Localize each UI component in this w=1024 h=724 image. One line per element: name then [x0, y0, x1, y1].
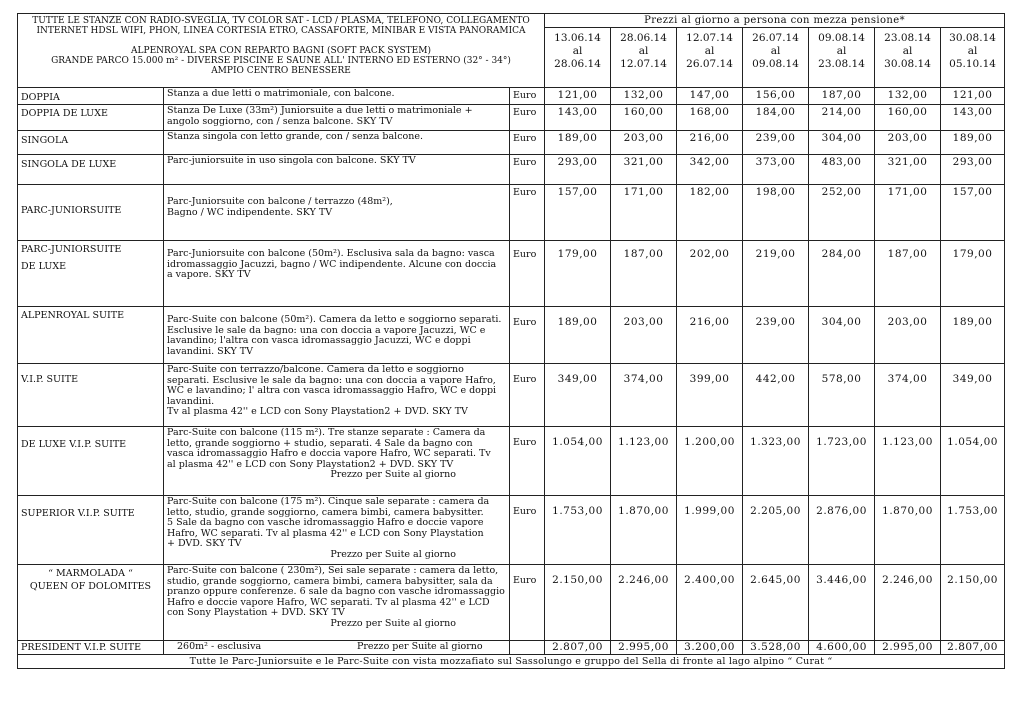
currency-label: Euro [510, 565, 545, 641]
price-cell: 293,00 [545, 155, 611, 185]
period-to: 23.08.14 [818, 58, 865, 70]
period-sep: al [967, 45, 978, 57]
price-cell: 2.400,00 [677, 565, 743, 641]
description-line: Parc-Juniorsuite con balcone (50m²). Esclusiva sala da bagno: vasca [167, 248, 495, 259]
price-cell: 2.876,00 [809, 496, 875, 565]
room-name-cell [18, 241, 164, 307]
description-line: 5 Sale da bagno con vasche idromassaggio Hafro e doccie vapore [167, 517, 484, 528]
price-cell: 121,00 [941, 88, 1005, 105]
description-line: Esclusive le sale da bagno: una con doccia a vapore Jacuzzi, WC e [167, 324, 486, 336]
price-cell: 374,00 [875, 364, 941, 427]
spa-line-2: GRANDE PARCO 15.000 m² - DIVERSE PISCINE E SAUNE ALL' INTERNO ED ESTERNO (32° - 34°) [51, 56, 511, 66]
description-line: a vapore. SKY TV [167, 269, 251, 280]
period-sep: al [638, 45, 649, 57]
period-from: 09.08.14 [818, 32, 865, 44]
description-line: pranzo oppure conferenze. 6 sale da bagno con vasche idromassaggio [167, 586, 505, 597]
description-line: Hafro, WC separati. Tv al plasma 42'' e LCD con Sony Playstation [167, 527, 484, 539]
president-description [164, 641, 510, 655]
price-cell: 2.205,00 [743, 496, 809, 565]
currency-label: Euro [510, 307, 545, 364]
price-cell: 3.446,00 [809, 565, 875, 641]
room-description [164, 364, 510, 427]
price-cell: 171,00 [611, 185, 677, 241]
price-per-suite-note: Prezzo per Suite al giorno [357, 641, 483, 652]
price-cell: 3.200,00 [677, 641, 743, 655]
price-cell: 349,00 [941, 364, 1005, 427]
price-cell: 1.200,00 [677, 427, 743, 496]
price-cell: 1.054,00 [545, 427, 611, 496]
period-sep: al [902, 45, 913, 57]
price-per-suite-note: Prezzo per Suite al giorno [330, 548, 456, 560]
president-row [18, 641, 1005, 655]
price-cell: 2.246,00 [611, 565, 677, 641]
description-line: lavandini. SKY TV [167, 345, 254, 357]
currency-label: Euro [510, 185, 545, 241]
price-cell: 239,00 [743, 131, 809, 155]
price-cell: 1.123,00 [875, 427, 941, 496]
spa-line-3: AMPIO CENTRO BENESSERE [211, 66, 351, 76]
price-cell: 284,00 [809, 241, 875, 307]
price-cell: 121,00 [545, 88, 611, 105]
description-line: lavandino; l'altra con vasca idromassaggio Jacuzzi, WC e doppi [167, 335, 471, 346]
price-list-sheet [17, 13, 1004, 669]
spa-line-1: ALPENROYAL SPA CON REPARTO BAGNI (SOFT PACK SYSTEM) [131, 46, 431, 56]
price-cell: 216,00 [677, 131, 743, 155]
room-name: SINGOLA [21, 135, 69, 146]
price-cell: 1.753,00 [545, 496, 611, 565]
room-description [164, 496, 510, 565]
price-cell: 2.246,00 [875, 565, 941, 641]
room-description [164, 131, 510, 155]
description-line: studio, grande soggiorno, camera bimbi, camera babysitter, sala da [167, 575, 493, 587]
president-size: 260m² - esclusiva [177, 641, 262, 652]
price-cell: 203,00 [875, 131, 941, 155]
price-cell: 1.723,00 [809, 427, 875, 496]
price-cell: 160,00 [611, 105, 677, 131]
price-cell: 2.150,00 [941, 565, 1005, 641]
room-description [164, 185, 510, 241]
price-cell: 147,00 [677, 88, 743, 105]
price-cell: 374,00 [611, 364, 677, 427]
room-name: SUPERIOR V.I.P. SUITE [21, 508, 135, 519]
description-line: letto, studio, grande soggiorno, camera bimbi, camera babysitter. [167, 506, 484, 518]
price-cell: 214,00 [809, 105, 875, 131]
description-line: + DVD. SKY TV [167, 538, 242, 549]
room-row [18, 105, 1005, 131]
description-line: Parc-Suite con balcone (115 m²). Tre stanze separate : Camera da [167, 427, 486, 438]
price-per-suite-note: Prezzo per Suite al giorno [330, 617, 456, 629]
currency-label: Euro [510, 155, 545, 185]
description-line: vasca idromassaggio Hafro e doccia vapore Hafro, WC separati. Tv [167, 448, 491, 459]
footer-note: Tutte le Parc-Juniorsuite e le Parc-Suite con vista mozzafiato sul Sassolungo e gruppo del Sella di fronte al lago alpino “ Curat “ [18, 655, 1005, 669]
room-name: SINGOLA DE LUXE [21, 159, 117, 170]
price-cell: 4.600,00 [809, 641, 875, 655]
period-from: 23.08.14 [884, 32, 931, 44]
price-cell: 198,00 [743, 185, 809, 241]
price-cell: 179,00 [941, 241, 1005, 307]
room-row [18, 131, 1005, 155]
period-header [611, 28, 677, 88]
price-cell: 321,00 [611, 155, 677, 185]
period-header [875, 28, 941, 88]
price-cell: 132,00 [875, 88, 941, 105]
period-from: 12.07.14 [686, 32, 733, 44]
currency-label: Euro [510, 427, 545, 496]
room-description [164, 241, 510, 307]
price-cell: 202,00 [677, 241, 743, 307]
price-cell: 252,00 [809, 185, 875, 241]
description-line: Stanza De Luxe (33m²) Juniorsuite a due letti o matrimoniale + [167, 105, 473, 116]
description-line: Parc-Suite con balcone (50m²). Camera da letto e soggiorno separati. [167, 314, 502, 325]
description-line: letto, grande soggiorno + studio, separati. 4 Sale da bagno con [167, 437, 473, 449]
amenities-line-2: INTERNET HDSL WIFI, PHON, LINEA CORTESIA ETRO, CASSAFORTE, MINIBAR E VISTA PANORAMICA [36, 26, 526, 36]
period-to: 05.10.14 [949, 58, 996, 70]
price-cell: 3.528,00 [743, 641, 809, 655]
price-cell: 304,00 [809, 307, 875, 364]
price-cell: 156,00 [743, 88, 809, 105]
price-cell: 442,00 [743, 364, 809, 427]
room-description [164, 88, 510, 105]
price-cell: 342,00 [677, 155, 743, 185]
price-cell: 203,00 [611, 307, 677, 364]
price-table [17, 13, 1005, 669]
period-sep: al [836, 45, 847, 57]
room-name: DOPPIA DE LUXE [21, 108, 108, 119]
price-cell: 1.054,00 [941, 427, 1005, 496]
price-cell: 1.753,00 [941, 496, 1005, 565]
period-header [941, 28, 1005, 88]
price-cell: 182,00 [677, 185, 743, 241]
room-name-cell [18, 427, 164, 496]
room-description [164, 427, 510, 496]
room-row [18, 241, 1005, 307]
price-cell: 184,00 [743, 105, 809, 131]
price-cell: 399,00 [677, 364, 743, 427]
room-row [18, 185, 1005, 241]
room-description [164, 307, 510, 364]
price-cell: 143,00 [941, 105, 1005, 131]
description-line: separati. Esclusive le sale da bagno: una con doccia a vapore Hafro, [167, 374, 496, 386]
description-line: Parc-Suite con terrazzo/balcone. Camera da letto e soggiorno [167, 364, 464, 375]
amenities-line-1: TUTTE LE STANZE CON RADIO-SVEGLIA, TV COLOR SAT - LCD / PLASMA, TELEFONO, COLLEGAMENTO [32, 16, 530, 26]
period-to: 28.06.14 [554, 58, 601, 70]
price-cell: 203,00 [875, 307, 941, 364]
room-name: PARC-JUNIORSUITE [21, 205, 122, 216]
description-line: Parc-Juniorsuite con balcone / terrazzo (48m²), [167, 196, 393, 207]
price-cell: 171,00 [875, 185, 941, 241]
price-cell: 132,00 [611, 88, 677, 105]
period-to: 12.07.14 [620, 58, 667, 70]
price-cell: 1.123,00 [611, 427, 677, 496]
period-from: 13.06.14 [554, 32, 601, 44]
price-cell: 1.323,00 [743, 427, 809, 496]
period-header [545, 28, 611, 88]
room-row [18, 155, 1005, 185]
description-line: Bagno / WC indipendente. SKY TV [167, 206, 333, 218]
period-to: 30.08.14 [884, 58, 931, 70]
currency-empty [510, 641, 545, 655]
price-cell: 187,00 [809, 88, 875, 105]
room-name-cell [18, 565, 164, 641]
room-name: PARC-JUNIORSUITE [21, 244, 122, 255]
price-cell: 187,00 [875, 241, 941, 307]
description-line: Parc-juniorsuite in uso singola con balcone. SKY TV [167, 155, 416, 166]
room-name-cell [18, 88, 164, 105]
description-line: Stanza a due letti o matrimoniale, con balcone. [167, 88, 395, 99]
period-header [809, 28, 875, 88]
room-row [18, 307, 1005, 364]
currency-label: Euro [510, 131, 545, 155]
description-line: Tv al plasma 42'' e LCD con Sony Playstation2 + DVD. SKY TV [167, 406, 468, 417]
price-cell: 2.995,00 [875, 641, 941, 655]
header-info [18, 14, 545, 88]
price-cell: 157,00 [941, 185, 1005, 241]
room-row [18, 427, 1005, 496]
price-cell: 2.995,00 [611, 641, 677, 655]
period-sep: al [770, 45, 781, 57]
room-row [18, 364, 1005, 427]
room-row [18, 565, 1005, 641]
price-cell: 2.807,00 [941, 641, 1005, 655]
period-to: 09.08.14 [752, 58, 799, 70]
currency-label: Euro [510, 105, 545, 131]
price-cell: 293,00 [941, 155, 1005, 185]
period-header [677, 28, 743, 88]
description-line: idromassaggio Jacuzzi, bagno / WC indipendente. Alcune con doccia [167, 258, 497, 270]
room-name-cell [18, 364, 164, 427]
price-cell: 216,00 [677, 307, 743, 364]
period-from: 26.07.14 [752, 32, 799, 44]
price-cell: 2.645,00 [743, 565, 809, 641]
price-cell: 349,00 [545, 364, 611, 427]
price-cell: 2.150,00 [545, 565, 611, 641]
price-cell: 189,00 [941, 131, 1005, 155]
price-cell: 203,00 [611, 131, 677, 155]
period-sep: al [572, 45, 583, 57]
price-cell: 157,00 [545, 185, 611, 241]
price-cell: 373,00 [743, 155, 809, 185]
room-name: DOPPIA [21, 92, 60, 103]
price-cell: 1.870,00 [875, 496, 941, 565]
room-name-cell [18, 155, 164, 185]
room-name: “ MARMOLADA “ [48, 568, 133, 579]
description-line: Parc-Suite con balcone ( 230m²), Sei sale separate : camera da letto, [167, 565, 499, 576]
period-from: 30.08.14 [949, 32, 996, 44]
description-line: al plasma 42'' e LCD con Sony Playstation2 + DVD. SKY TV [167, 458, 454, 470]
price-cell: 189,00 [545, 131, 611, 155]
description-line: lavandini. [167, 395, 215, 407]
price-cell: 239,00 [743, 307, 809, 364]
period-header [743, 28, 809, 88]
price-cell: 578,00 [809, 364, 875, 427]
price-cell: 304,00 [809, 131, 875, 155]
currency-label: Euro [510, 364, 545, 427]
description-line: Hafro e doccie vapore Hafro, WC separati. Tv al plasma 42'' e LCD [167, 596, 490, 608]
prices-title: Prezzi al giorno a persona con mezza pensione* [545, 14, 1005, 28]
room-name: ALPENROYAL SUITE [21, 310, 125, 321]
room-name-line-2: QUEEN OF DOLOMITES [29, 581, 152, 592]
room-name-cell [18, 131, 164, 155]
period-to: 26.07.14 [686, 58, 733, 70]
price-cell: 2.807,00 [545, 641, 611, 655]
room-row [18, 496, 1005, 565]
room-name-cell [18, 496, 164, 565]
price-cell: 168,00 [677, 105, 743, 131]
price-cell: 1.999,00 [677, 496, 743, 565]
room-description [164, 155, 510, 185]
price-cell: 187,00 [611, 241, 677, 307]
price-cell: 179,00 [545, 241, 611, 307]
price-cell: 1.870,00 [611, 496, 677, 565]
description-line: Parc-Suite con balcone (175 m²). Cinque sale separate : camera da [167, 496, 490, 507]
period-from: 28.06.14 [620, 32, 667, 44]
price-cell: 143,00 [545, 105, 611, 131]
description-line: WC e lavandino; l' altra con vasca idromassaggio Hafro, WC e doppi [167, 385, 497, 396]
description-line: angolo soggiorno, con / senza balcone. SKY TV [167, 115, 393, 127]
period-sep: al [704, 45, 715, 57]
room-name-line-2: DE LUXE [21, 261, 67, 272]
price-cell: 160,00 [875, 105, 941, 131]
room-name: DE LUXE V.I.P. SUITE [21, 439, 127, 450]
price-cell: 219,00 [743, 241, 809, 307]
currency-label: Euro [510, 241, 545, 307]
room-name-cell [18, 105, 164, 131]
price-cell: 321,00 [875, 155, 941, 185]
president-name: PRESIDENT V.I.P. SUITE [18, 641, 164, 655]
room-name-cell [18, 185, 164, 241]
price-cell: 189,00 [545, 307, 611, 364]
room-description [164, 105, 510, 131]
room-name-cell [18, 307, 164, 364]
room-name: V.I.P. SUITE [21, 374, 79, 385]
room-row [18, 88, 1005, 105]
room-description [164, 565, 510, 641]
currency-label: Euro [510, 496, 545, 565]
price-cell: 483,00 [809, 155, 875, 185]
currency-label: Euro [510, 88, 545, 105]
description-line: con Sony Playstation + DVD. SKY TV [167, 607, 345, 618]
description-line: Stanza singola con letto grande, con / senza balcone. [167, 131, 423, 142]
price-per-suite-note: Prezzo per Suite al giorno [330, 469, 456, 480]
price-cell: 189,00 [941, 307, 1005, 364]
